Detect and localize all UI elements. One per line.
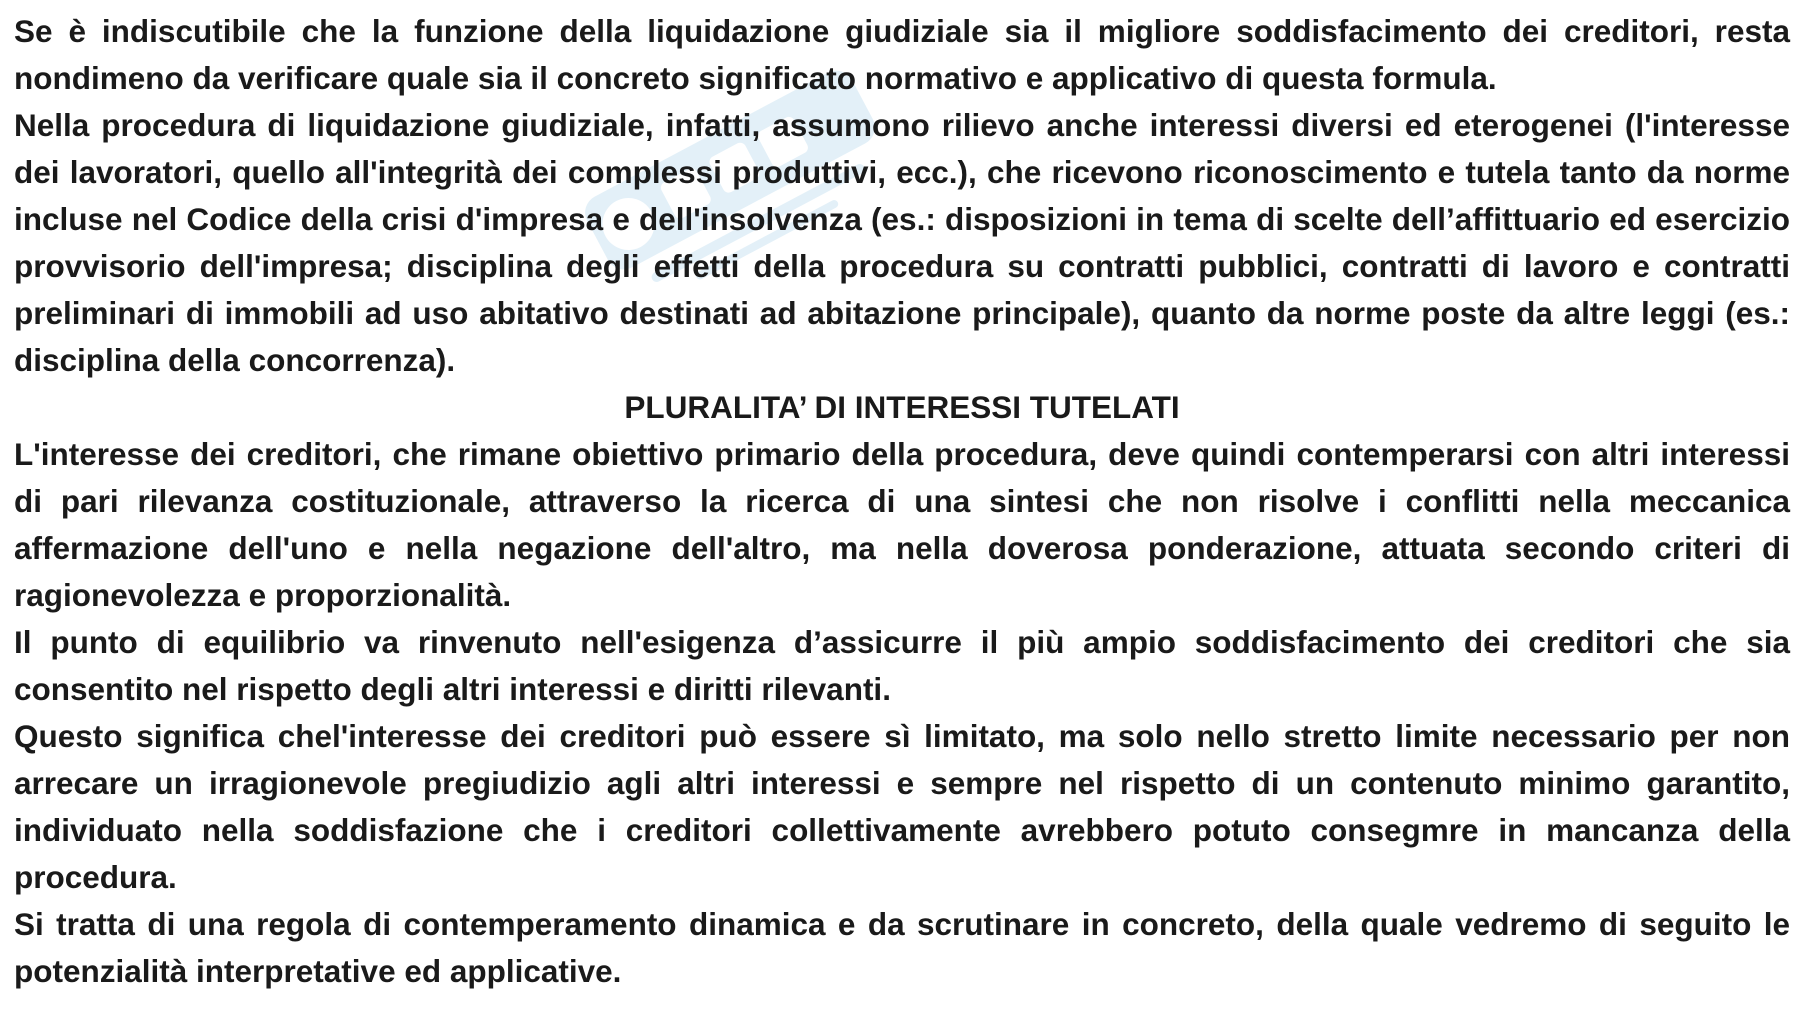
- paragraph-rule: Si tratta di una regola di contemperamento dinamica e da scrutinare in concreto, della quale vedremo di seguito le potenzialità interpretative ed applicative.: [14, 906, 1790, 989]
- paragraph-intro: Se è indiscutibile che la funzione della liquidazione giudiziale sia il migliore soddisfacimento dei creditori, resta nondimeno da verificare quale sia il concreto significato normativo e applicativo di questa formula.: [14, 13, 1790, 96]
- document-body: [14, 8, 1790, 995]
- paragraph-equilibrium: Il punto di equilibrio va rinvenuto nell'esigenza d’assicurre il più ampio soddisfacimento dei creditori che sia consentito nel rispetto degli altri interessi e diritti rilevanti.: [14, 624, 1790, 707]
- paragraph-balance: L'interesse dei creditori, che rimane obiettivo primario della procedura, deve quindi contemperarsi con altri interessi di pari rilevanza costituzionale, attraverso la ricerca di una sintesi che non risolve i conflitti nella meccanica affermazione dell'uno e nella negazione dell'altro, ma nella doverosa ponderazione, attuata secondo criteri di ragionevolezza e proporzionalità.: [14, 436, 1790, 613]
- paragraph-interests: Nella procedura di liquidazione giudiziale, infatti, assumono rilievo anche interessi diversi ed eterogenei (l'interesse dei lavoratori, quello all'integrità dei complessi produttivi, ecc.), che ricevono riconoscimento e tutela tanto da norme incluse nel Codice della crisi d'impresa e dell'insolvenza (es.: disposizioni in tema di scelte dell’affittuario ed esercizio provvisorio dell'impresa; disciplina degli effetti della procedura su contratti pubblici, contratti di lavoro e contratti preliminari di immobili ad uso abitativo destinati ad abitazione principale), quanto da norme poste da altre leggi (es.: disciplina della concorrenza).: [14, 107, 1790, 378]
- section-heading: PLURALITA’ DI INTERESSI TUTELATI: [624, 389, 1180, 425]
- paragraph-limit: Questo significa chel'interesse dei creditori può essere sì limitato, ma solo nello stretto limite necessario per non arrecare un irragionevole pregiudizio agli altri interessi e sempre nel rispetto di un contenuto minimo garantito, individuato nella soddisfazione che i creditori collettivamente avrebbero potuto consegmre in mancanza della procedura.: [14, 718, 1790, 895]
